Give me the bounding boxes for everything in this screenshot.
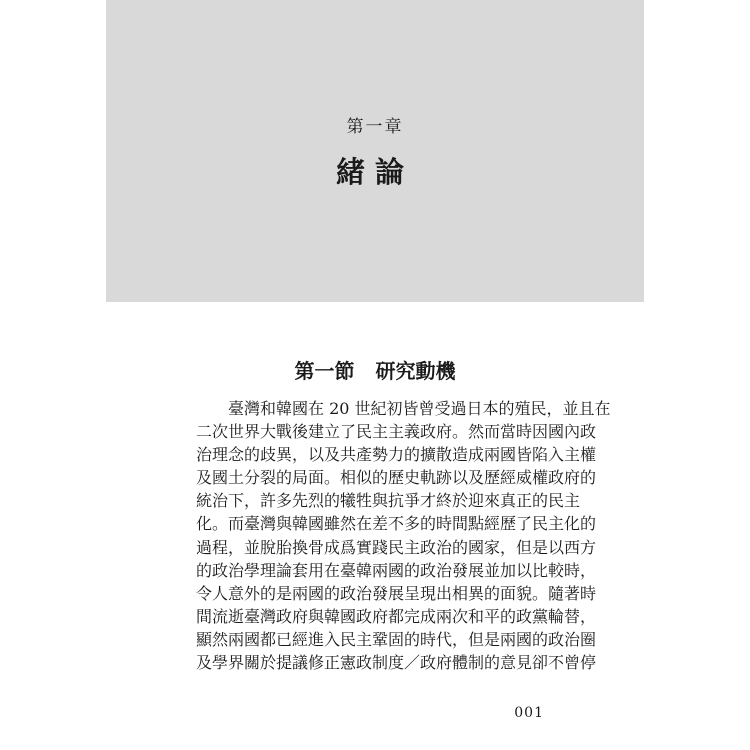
body-line: 及國土分裂的局面。相似的歷史軌跡以及歷經威權政府的 [196, 468, 597, 488]
body-line: 化。而臺灣與韓國雖然在差不多的時間點經歷了民主化的 [196, 514, 597, 534]
body-line: 間流逝臺灣政府與韓國政府都完成兩次和平的政黨輪替， [196, 606, 597, 626]
page-number: 001 [514, 705, 544, 721]
body-line: 顯然兩國都已經進入民主鞏固的時代，但是兩國的政治圈 [196, 629, 597, 649]
chapter-label: 第一章 [346, 117, 404, 137]
body-line: 治理念的歧異，以及共產勢力的擴散造成兩國皆陷入主權 [196, 445, 597, 465]
chapter-title: 緒論 [335, 155, 414, 189]
body-line: 統治下，許多先烈的犧牲與抗爭才終於迎來真正的民主 [196, 491, 581, 511]
chapter-header [106, 0, 644, 302]
body-line: 的政治學理論套用在臺韓兩國的政治發展並加以比較時， [196, 560, 597, 580]
body-line: 令人意外的是兩國的政治發展呈現出相異的面貌。隨著時 [196, 583, 597, 603]
body-line: 過程，並脫胎換骨成爲實踐民主政治的國家，但是以西方 [196, 537, 597, 557]
body-text [196, 397, 611, 674]
body-line: 二次世界大戰後建立了民主主義政府。然而當時因國內政 [196, 422, 597, 442]
section-title: 第一節 研究動機 [294, 359, 456, 383]
body-line: 及學界關於提議修正憲政制度／政府體制的意見卻不曾停 [196, 653, 597, 673]
body-line: 臺灣和韓國在 20 世紀初皆曾受過日本的殖民，並且在 [196, 399, 611, 418]
